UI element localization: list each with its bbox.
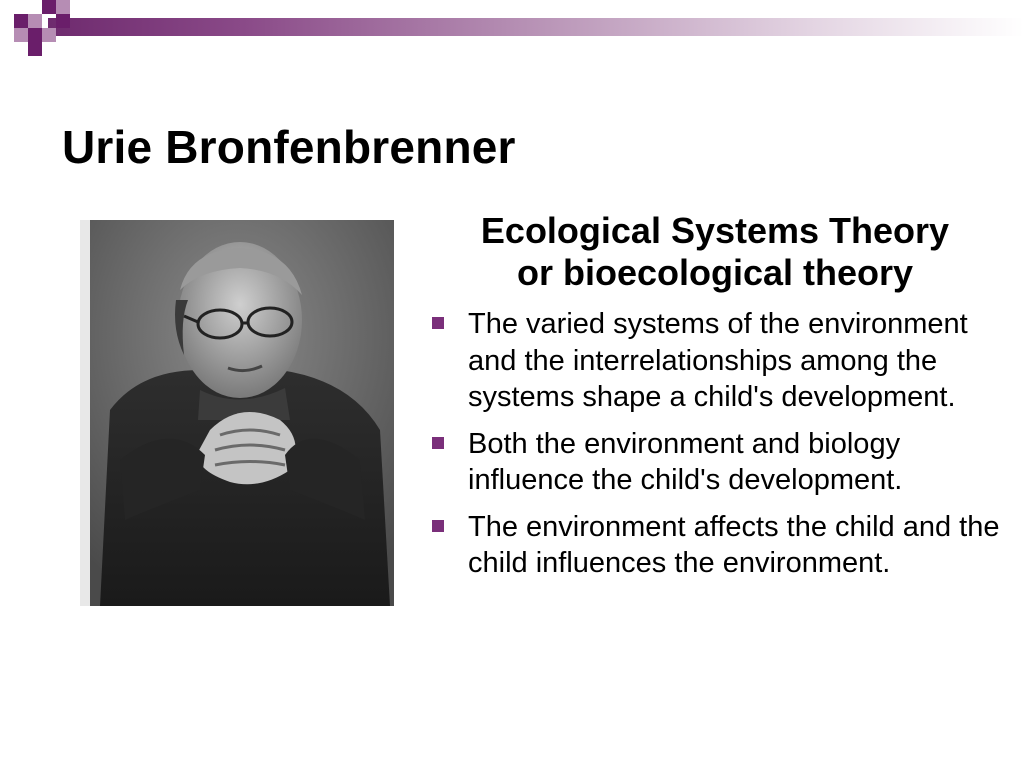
decorative-gradient-bar	[48, 18, 1024, 36]
square-bullet-icon	[432, 437, 444, 449]
portrait-photo	[80, 220, 394, 606]
bullet-item	[430, 306, 1010, 416]
bullet-item	[430, 509, 1010, 582]
decorative-square	[28, 14, 42, 28]
square-bullet-icon	[432, 520, 444, 532]
decorative-square	[42, 0, 56, 14]
square-bullet-icon	[432, 317, 444, 329]
bullet-text: The varied systems of the environment and the interrelationships among the systems shape a child's development.	[468, 308, 968, 413]
decorative-square	[14, 28, 28, 42]
bullet-list	[430, 306, 1010, 592]
decorative-square	[28, 28, 42, 42]
bullet-text: The environment affects the child and the child influences the environment.	[468, 510, 1000, 579]
subtitle-line: or bioecological theory	[516, 252, 914, 293]
decorative-square	[56, 0, 70, 14]
decorative-square	[56, 14, 70, 28]
decorative-square	[42, 28, 56, 42]
subtitle	[440, 210, 990, 294]
bullet-text: Both the environment and biology influence the child's development.	[468, 427, 903, 496]
bullet-item	[430, 426, 1010, 499]
slide-title: Urie Bronfenbrenner	[62, 121, 516, 173]
portrait-illustration	[80, 220, 394, 606]
top-decoration	[0, 0, 1024, 70]
decorative-square	[14, 14, 28, 28]
subtitle-line: Ecological Systems Theory	[480, 210, 950, 251]
decorative-square	[28, 42, 42, 56]
